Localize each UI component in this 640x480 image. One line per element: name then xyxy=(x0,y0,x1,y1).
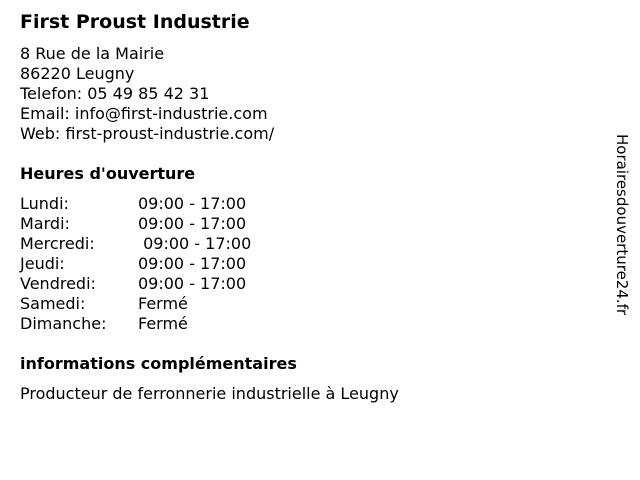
hours-time-value: 09:00 - 17:00 xyxy=(138,254,247,273)
contact-block xyxy=(20,44,274,144)
hours-row-friday xyxy=(20,274,251,294)
address-street: 8 Rue de la Mairie xyxy=(20,44,165,63)
info-heading: informations complémentaires xyxy=(20,354,297,373)
hours-day-label: Vendredi: xyxy=(20,274,96,293)
phone-line: Telefon: 05 49 85 42 31 xyxy=(20,84,210,103)
hours-time-value: Fermé xyxy=(138,294,188,313)
hours-day-label: Lundi: xyxy=(20,194,69,213)
business-name: First Proust Industrie xyxy=(20,11,250,33)
hours-row-thursday xyxy=(20,254,251,274)
hours-time-value: 09:00 - 17:00 xyxy=(138,274,247,293)
site-watermark: Horairesdouverture24.fr xyxy=(613,134,631,316)
hours-row-wednesday xyxy=(20,234,251,254)
hours-row-sunday xyxy=(20,314,251,334)
email-line[interactable]: Email: info@first-industrie.com xyxy=(20,104,268,123)
hours-heading: Heures d'ouverture xyxy=(20,164,196,183)
opening-hours-table xyxy=(20,194,251,334)
hours-time-value: Fermé xyxy=(138,314,188,333)
hours-time-value: 09:00 - 17:00 xyxy=(138,194,247,213)
hours-row-saturday xyxy=(20,294,251,314)
hours-day-label: Mardi: xyxy=(20,214,70,233)
hours-day-label: Dimanche: xyxy=(20,314,107,333)
hours-time-value: 09:00 - 17:00 xyxy=(138,234,252,253)
hours-day-label: Jeudi: xyxy=(20,254,65,273)
hours-row-monday xyxy=(20,194,251,214)
info-description: Producteur de ferronnerie industrielle à Leugny xyxy=(20,384,399,403)
hours-row-tuesday xyxy=(20,214,251,234)
hours-time-value: 09:00 - 17:00 xyxy=(138,214,247,233)
website-line[interactable]: Web: first-proust-industrie.com/ xyxy=(20,124,275,143)
hours-day-label: Samedi: xyxy=(20,294,86,313)
address-city: 86220 Leugny xyxy=(20,64,135,83)
hours-day-label: Mercredi: xyxy=(20,234,95,253)
